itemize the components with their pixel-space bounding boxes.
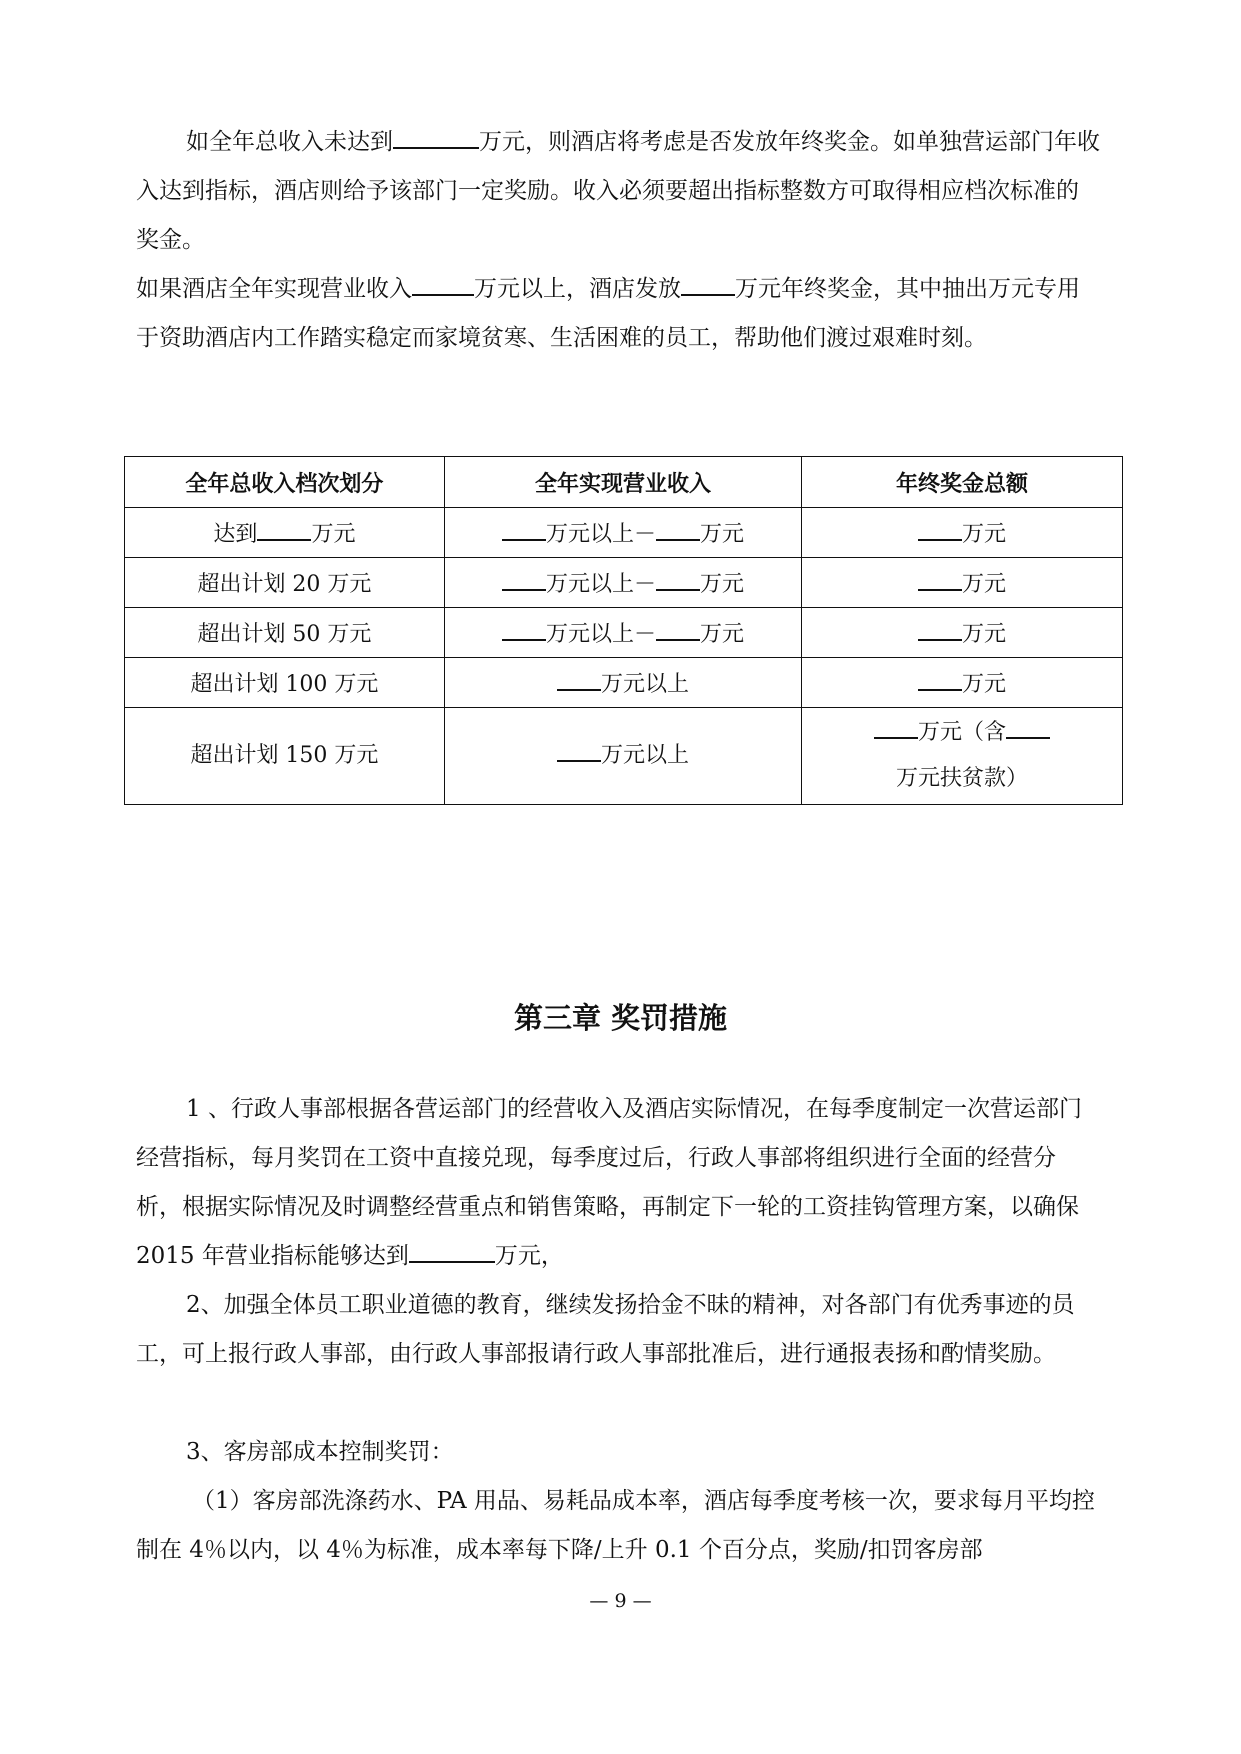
cell-text: 万元 bbox=[962, 522, 1007, 547]
fill-blank bbox=[656, 567, 700, 591]
measure-1 bbox=[136, 1085, 1101, 1281]
intro-text: 如果酒店全年实现营业收入 bbox=[136, 276, 412, 302]
fill-blank bbox=[409, 1239, 495, 1263]
fill-blank bbox=[656, 617, 700, 641]
chapter-title: 第三章 奖罚措施 bbox=[513, 1001, 728, 1035]
table-cell bbox=[444, 508, 801, 558]
table-cell: 超出计划 100 万元 bbox=[125, 658, 445, 708]
fill-blank bbox=[681, 272, 735, 296]
cell-text: 万元 bbox=[699, 522, 744, 547]
fill-blank bbox=[656, 517, 700, 541]
fill-blank bbox=[918, 567, 962, 591]
fill-blank bbox=[502, 567, 546, 591]
cell-text: 万元 bbox=[311, 522, 356, 547]
intro-text: 万元以上，酒店发放 bbox=[474, 276, 681, 302]
fill-blank bbox=[1006, 715, 1050, 739]
fill-blank bbox=[257, 517, 311, 541]
table-row bbox=[125, 658, 1123, 708]
fill-blank bbox=[502, 617, 546, 641]
intro-text: 万元，则酒店将考虑是否发放年终奖金。如单独营运部门年收入达到指标，酒店则给予该部门一定奖励。收入必须要超出指标整数方可取得相应档次标准的奖金。 bbox=[136, 129, 1100, 253]
cell-text: 万元（含 bbox=[918, 720, 1007, 745]
cell-text: 万元以上－ bbox=[545, 622, 656, 647]
table-cell bbox=[802, 708, 1123, 805]
fill-blank bbox=[918, 517, 962, 541]
cell-text: 万元以上－ bbox=[545, 522, 656, 547]
table-header-row bbox=[125, 457, 1123, 508]
table-header: 年终奖金总额 bbox=[802, 457, 1123, 508]
intro-text: 万元年终奖金，其中抽出万元专用于资助酒店内工作踏实稳定而家境贫寒、生活困难的员工，帮助他们渡过艰难时刻。 bbox=[136, 276, 1080, 351]
table-row bbox=[125, 708, 1123, 805]
measure-text: 万元， bbox=[494, 1243, 564, 1269]
cell-text: 万元 bbox=[962, 572, 1007, 597]
cell-text: 万元 bbox=[962, 672, 1007, 697]
fill-blank bbox=[918, 667, 962, 691]
measure-2: 2、加强全体员工职业道德的教育，继续发扬拾金不昧的精神，对各部门有优秀事迹的员工，可上报行政人事部，由行政人事部报请行政人事部批准后，进行通报表扬和酌情奖励。 bbox=[136, 1292, 1075, 1367]
intro-paragraph-2 bbox=[136, 265, 1101, 363]
table-cell bbox=[444, 708, 801, 805]
table-cell: 超出计划 50 万元 bbox=[125, 608, 445, 658]
cell-text: 达到 bbox=[213, 522, 258, 547]
table-cell bbox=[802, 658, 1123, 708]
cell-text: 万元以上－ bbox=[545, 572, 656, 597]
cell-text: 万元 bbox=[699, 572, 744, 597]
table-cell bbox=[802, 508, 1123, 558]
table-row bbox=[125, 508, 1123, 558]
intro-text: 如全年总收入未达到 bbox=[186, 129, 393, 155]
table-cell: 超出计划 150 万元 bbox=[125, 708, 445, 805]
cell-text: 万元 bbox=[962, 622, 1007, 647]
fill-blank bbox=[557, 667, 601, 691]
fill-blank bbox=[412, 272, 474, 296]
table-cell bbox=[802, 608, 1123, 658]
table-cell bbox=[444, 658, 801, 708]
table-row bbox=[125, 558, 1123, 608]
cell-text: 万元以上 bbox=[600, 672, 689, 697]
fill-blank bbox=[393, 125, 479, 149]
table-row bbox=[125, 608, 1123, 658]
fill-blank bbox=[874, 715, 918, 739]
intro-paragraph-1 bbox=[136, 118, 1101, 265]
cell-text: 万元以上 bbox=[600, 743, 689, 768]
measure-text: 1 、行政人事部根据各营运部门的经营收入及酒店实际情况，在每季度制定一次营运部门经营指标，每月奖罚在工资中直接兑现，每季度过后，行政人事部将组织进行全面的经营分析，根据实际情况及时调整经营重点和销售策略，再制定下一轮的工资挂钩管理方案，以确保 2015 年营业指标能够达到 bbox=[136, 1096, 1082, 1269]
table-cell bbox=[444, 558, 801, 608]
fill-blank bbox=[502, 517, 546, 541]
fill-blank bbox=[557, 738, 601, 762]
table-cell bbox=[444, 608, 801, 658]
cell-text: 万元扶贫款） bbox=[896, 766, 1029, 791]
bonus-table bbox=[124, 456, 1123, 805]
measure-3-1: （1）客房部洗涤药水、PA 用品、易耗品成本率，酒店每季度考核一次，要求每月平均控制在 4％以内，以 4％为标准，成本率每下降/上升 0.1 个百分点，奖励/扣罚客房部 bbox=[136, 1488, 1095, 1563]
table-cell bbox=[802, 558, 1123, 608]
table-cell: 超出计划 20 万元 bbox=[125, 558, 445, 608]
page-number: — 9 — bbox=[589, 1590, 652, 1612]
table-header: 全年总收入档次划分 bbox=[125, 457, 445, 508]
fill-blank bbox=[918, 617, 962, 641]
cell-text: 万元 bbox=[699, 622, 744, 647]
table-cell bbox=[125, 508, 445, 558]
table-header: 全年实现营业收入 bbox=[444, 457, 801, 508]
measure-3: 3、客房部成本控制奖罚： bbox=[186, 1439, 454, 1465]
